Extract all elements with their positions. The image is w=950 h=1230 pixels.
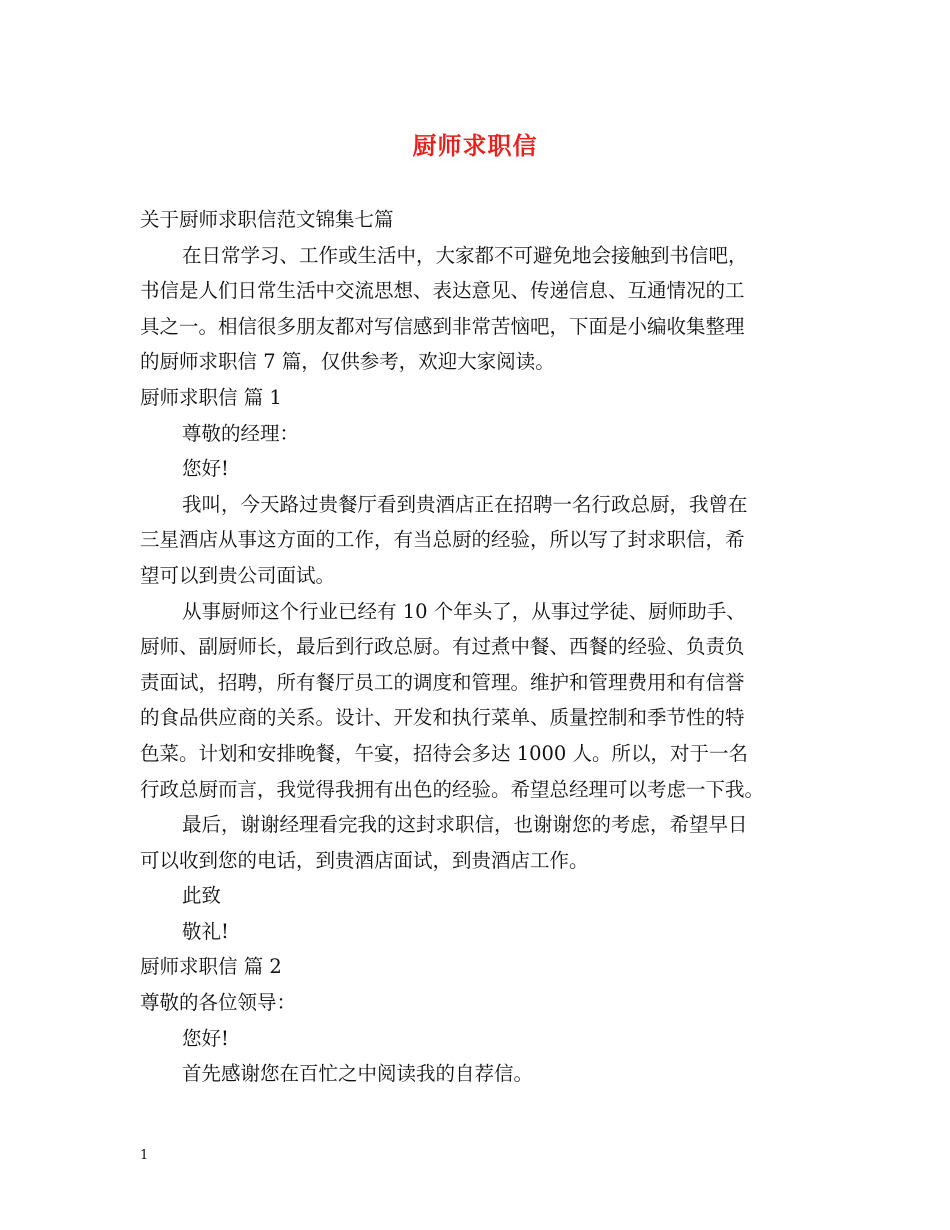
document-title: 厨师求职信	[412, 131, 538, 160]
text-line: 最后，谢谢经理看完我的这封求职信，也谢谢您的考虑，希望早日	[182, 813, 748, 837]
text-line: 的食品供应商的关系。设计、开发和执行菜单、质量控制和季节性的特	[140, 706, 745, 730]
text-line: 首先感谢您在百忙之中阅读我的自荐信。	[182, 1062, 534, 1086]
text-line: 厨师、副厨师长，最后到行政总厨。有过煮中餐、西餐的经验、负责负	[140, 635, 745, 659]
text-line: 敬礼!	[182, 919, 229, 943]
text-line: 行政总厨而言，我觉得我拥有出色的经验。希望总经理可以考虑一下我。	[140, 777, 765, 801]
text-line: 厨师求职信 篇 1	[140, 385, 282, 409]
text-line: 具之一。相信很多朋友都对写信感到非常苦恼吧，下面是小编收集整理	[140, 314, 745, 338]
text-line: 三星酒店从事这方面的工作，有当总厨的经验，所以写了封求职信，希	[140, 528, 745, 552]
text-line: 色菜。计划和安排晚餐，午宴，招待会多达 1000 人。所以，对于一名	[140, 741, 749, 765]
text-line: 从事厨师这个行业已经有 10 个年头了，从事过学徒、厨师助手、	[182, 599, 746, 623]
text-line: 您好!	[182, 1026, 229, 1050]
text-line: 尊敬的各位领导：	[140, 991, 297, 1015]
text-line: 此致	[182, 884, 222, 908]
text-line: 尊敬的经理：	[182, 421, 300, 445]
document-body	[140, 202, 830, 1092]
text-line: 可以收到您的电话，到贵酒店面试，到贵酒店工作。	[140, 848, 589, 872]
text-line: 我叫，今天路过贵餐厅看到贵酒店正在招聘一名行政总厨，我曾在	[182, 492, 748, 516]
text-line: 望可以到贵公司面试。	[140, 563, 336, 587]
text-line: 的厨师求职信 7 篇，仅供参考，欢迎大家阅读。	[140, 350, 555, 374]
page-number: 1	[140, 1148, 149, 1163]
text-line: 关于厨师求职信范文锦集七篇	[140, 208, 394, 231]
text-line: 责面试，招聘，所有餐厅员工的调度和管理。维护和管理费用和有信誉	[140, 670, 745, 694]
text-line: 书信是人们日常生活中交流思想、表达意见、传递信息、互通情况的工	[140, 279, 745, 303]
text-line: 厨师求职信 篇 2	[140, 955, 282, 979]
text-line: 在日常学习、工作或生活中，大家都不可避免地会接触到书信吧，	[182, 243, 748, 267]
text-line: 您好!	[182, 457, 229, 481]
